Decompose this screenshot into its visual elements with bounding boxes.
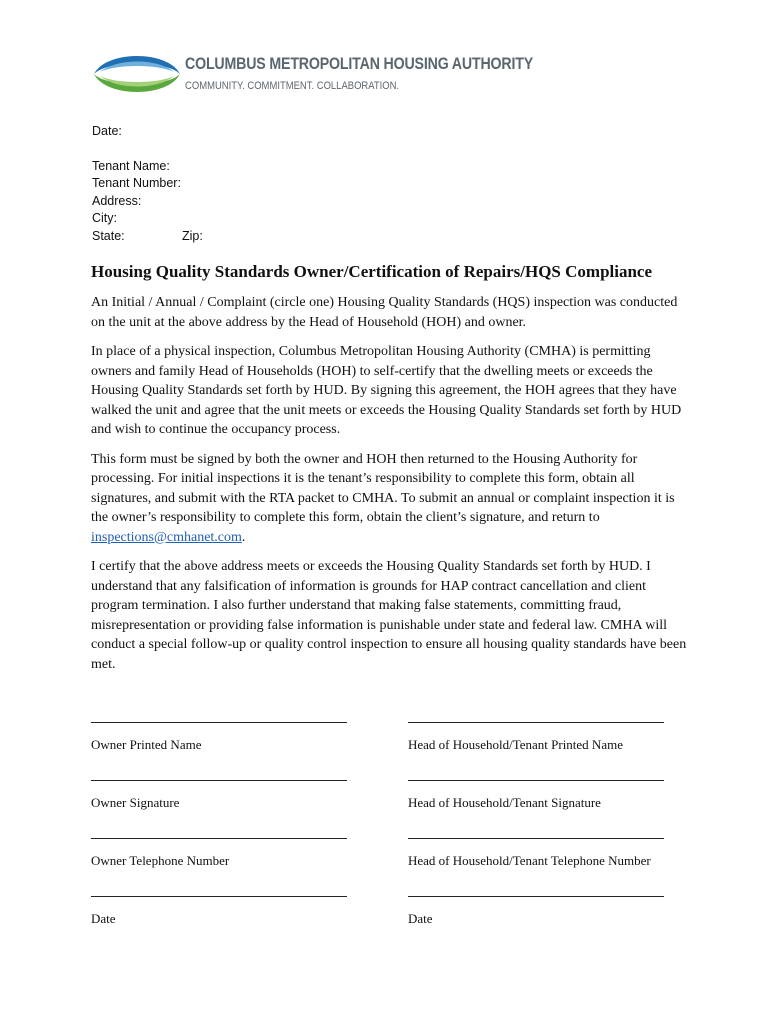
address-label: Address: bbox=[92, 194, 142, 208]
city-label: City: bbox=[92, 211, 117, 225]
owner-date-line bbox=[91, 896, 347, 897]
inspections-email-link[interactable]: inspections@cmhanet.com bbox=[91, 529, 242, 545]
owner-date-label: Date bbox=[91, 911, 116, 926]
paragraph-certification: I certify that the above address meets or exceeds the Housing Quality Standards set forth by HUD. I understand that any falsification of information is grounds for HAP contract cancellation and client program termination. I also further understand that making false statements, committing fraud, misrepresentation or providing false information is punishable under state and federal law. CMHA will conduct a special follow-up or quality control inspection to ensure all housing quality standards have been met. bbox=[91, 559, 687, 672]
owner-signature-line bbox=[91, 780, 347, 781]
tenant-number-label: Tenant Number: bbox=[92, 176, 181, 190]
owner-printed-name-line bbox=[91, 722, 347, 723]
date-field-label: Date: bbox=[92, 124, 122, 138]
document-title: Housing Quality Standards Owner/Certification of Repairs/HQS Compliance bbox=[91, 262, 653, 281]
hoh-date-line bbox=[408, 896, 664, 897]
hoh-signature-line bbox=[408, 780, 664, 781]
organization-name: COLUMBUS METROPOLITAN HOUSING AUTHORITY bbox=[185, 55, 534, 73]
paragraph-submission bbox=[91, 450, 691, 548]
paragraph-self-certify: In place of a physical inspection, Columbus Metropolitan Housing Authority (CMHA) is permitting owners and family Head of Households (HOH) to self-certify that the dwelling meets or exceeds the Housing Quality Standards set forth by HUD. By signing this agreement, the HOH agrees that they have walked the unit and agree that the unit meets or exceeds the Housing Quality Standards set forth by HUD and wish to continue the occupancy process. bbox=[91, 344, 682, 437]
document-body bbox=[91, 293, 691, 684]
hoh-printed-name-label: Head of Household/Tenant Printed Name bbox=[408, 737, 623, 752]
submission-text: This form must be signed by both the owner and HOH then returned to the Housing Authority for processing. For initial inspections it is the tenant’s responsibility to complete this form, obtain all signatures, and submit with the RTA packet to CMHA. To submit an annual or complaint inspection it is the owner’s responsibility to complete this form, obtain the client’s signature, and return to bbox=[91, 451, 675, 525]
organization-tagline: COMMUNITY. COMMITMENT. COLLABORATION. bbox=[185, 80, 400, 92]
zip-label: Zip: bbox=[182, 229, 203, 243]
hoh-phone-line bbox=[408, 838, 664, 839]
hoh-date-label: Date bbox=[408, 911, 433, 926]
hoh-signature-label: Head of Household/Tenant Signature bbox=[408, 795, 601, 810]
paragraph-inspection-type: An Initial / Annual / Complaint (circle one) Housing Quality Standards (HQS) inspection was conducted on the unit at the above address by the Head of Household (HOH) and owner. bbox=[91, 295, 678, 330]
hoh-printed-name-line bbox=[408, 722, 664, 723]
owner-signature-label: Owner Signature bbox=[91, 795, 180, 810]
cmha-logo-icon bbox=[92, 46, 182, 102]
owner-printed-name-label: Owner Printed Name bbox=[91, 737, 202, 752]
owner-phone-label: Owner Telephone Number bbox=[91, 853, 230, 868]
submission-text-end: . bbox=[241, 529, 246, 545]
owner-phone-line bbox=[91, 838, 347, 839]
tenant-name-label: Tenant Name: bbox=[92, 159, 170, 173]
state-label: State: bbox=[92, 229, 125, 243]
hoh-phone-label: Head of Household/Tenant Telephone Number bbox=[408, 853, 651, 868]
